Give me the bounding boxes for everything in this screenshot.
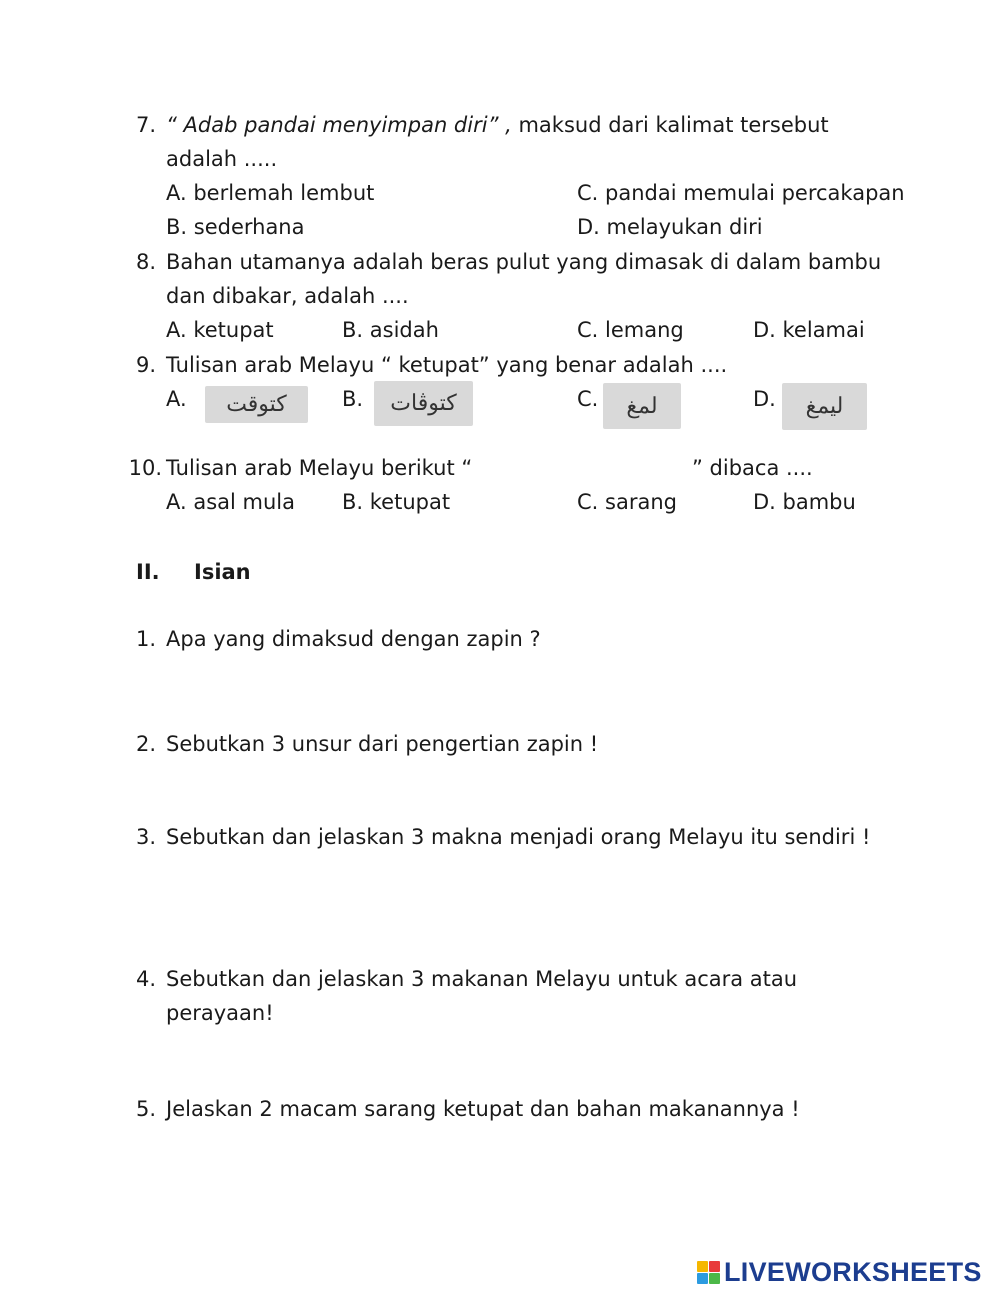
question-10-option-b[interactable]: B. ketupat	[342, 490, 451, 514]
isian-4-text: Sebutkan dan jelaskan 3 makanan Melayu untuk acara atau	[166, 967, 798, 991]
logo-block-blue	[697, 1273, 708, 1284]
question-10-option-c[interactable]: C. sarang	[577, 490, 677, 514]
question-7-option-d[interactable]: D. melayukan diri	[577, 215, 763, 239]
section-2-title: Isian	[194, 560, 251, 584]
section-2-roman: II.	[136, 560, 160, 584]
isian-3-text: Sebutkan dan jelaskan 3 makna menjadi orang Melayu itu sendiri !	[166, 825, 871, 849]
question-10-text-end: ” dibaca ....	[692, 456, 813, 480]
logo-text: LIVEWORKSHEETS	[724, 1256, 982, 1287]
isian-1-number: 1.	[135, 627, 156, 651]
isian-3-number: 3.	[135, 825, 156, 849]
question-9-option-c-label[interactable]: C.	[577, 387, 599, 411]
question-7-option-a[interactable]: A. berlemah lembut	[166, 181, 375, 205]
question-9-option-c-image[interactable]: لمغ	[603, 383, 681, 429]
question-7-option-b[interactable]: B. sederhana	[166, 215, 305, 239]
isian-2-text: Sebutkan 3 unsur dari pengertian zapin !	[166, 732, 599, 756]
question-9-number: 9.	[135, 353, 156, 377]
question-8-text: Bahan utamanya adalah beras pulut yang dimasak di dalam bambu	[166, 250, 882, 274]
question-9-option-b-label[interactable]: B.	[342, 387, 364, 411]
logo-block-green	[709, 1273, 720, 1284]
isian-4-number: 4.	[135, 967, 156, 991]
question-7-text-line2: adalah .....	[166, 147, 278, 171]
question-8-option-b[interactable]: B. asidah	[342, 318, 439, 342]
question-9-text: Tulisan arab Melayu “ ketupat” yang benar adalah ....	[166, 353, 728, 377]
question-8-option-d[interactable]: D. kelamai	[753, 318, 865, 342]
question-8-text-line2: dan dibakar, adalah ....	[166, 284, 409, 308]
logo-blocks-icon	[697, 1261, 720, 1284]
question-9-option-a-label[interactable]: A.	[166, 387, 187, 411]
question-8-option-c[interactable]: C. lemang	[577, 318, 684, 342]
question-7-quote: “ Adab pandai menyimpan diri” ,	[166, 113, 512, 137]
isian-1-text: Apa yang dimaksud dengan zapin ?	[166, 627, 541, 651]
isian-5-text: Jelaskan 2 macam sarang ketupat dan bahan makanannya !	[166, 1097, 800, 1121]
question-9-option-b-image[interactable]: كتوڤات	[374, 381, 473, 426]
isian-4-text-line2: perayaan!	[166, 1001, 274, 1025]
question-10-option-d[interactable]: D. bambu	[753, 490, 856, 514]
logo-block-yellow	[697, 1261, 708, 1272]
logo-block-red	[709, 1261, 720, 1272]
isian-2-number: 2.	[135, 732, 156, 756]
liveworksheets-logo	[697, 1255, 982, 1289]
question-8-option-a[interactable]: A. ketupat	[166, 318, 274, 342]
question-7-text	[166, 112, 829, 138]
question-9-option-a-image[interactable]: كتوقت	[205, 386, 308, 423]
question-8-number: 8.	[135, 250, 156, 274]
isian-5-number: 5.	[135, 1097, 156, 1121]
question-7-rest: maksud dari kalimat tersebut	[511, 113, 829, 137]
question-10-text-start: Tulisan arab Melayu berikut “	[166, 456, 473, 480]
question-9-option-d-label[interactable]: D.	[753, 387, 776, 411]
question-9-option-d-image[interactable]: ليمغ	[782, 383, 867, 430]
question-7-number: 7.	[135, 113, 156, 137]
question-10-number: 10.	[128, 456, 162, 480]
question-10-option-a[interactable]: A. asal mula	[166, 490, 296, 514]
question-7-option-c[interactable]: C. pandai memulai percakapan	[577, 181, 905, 205]
